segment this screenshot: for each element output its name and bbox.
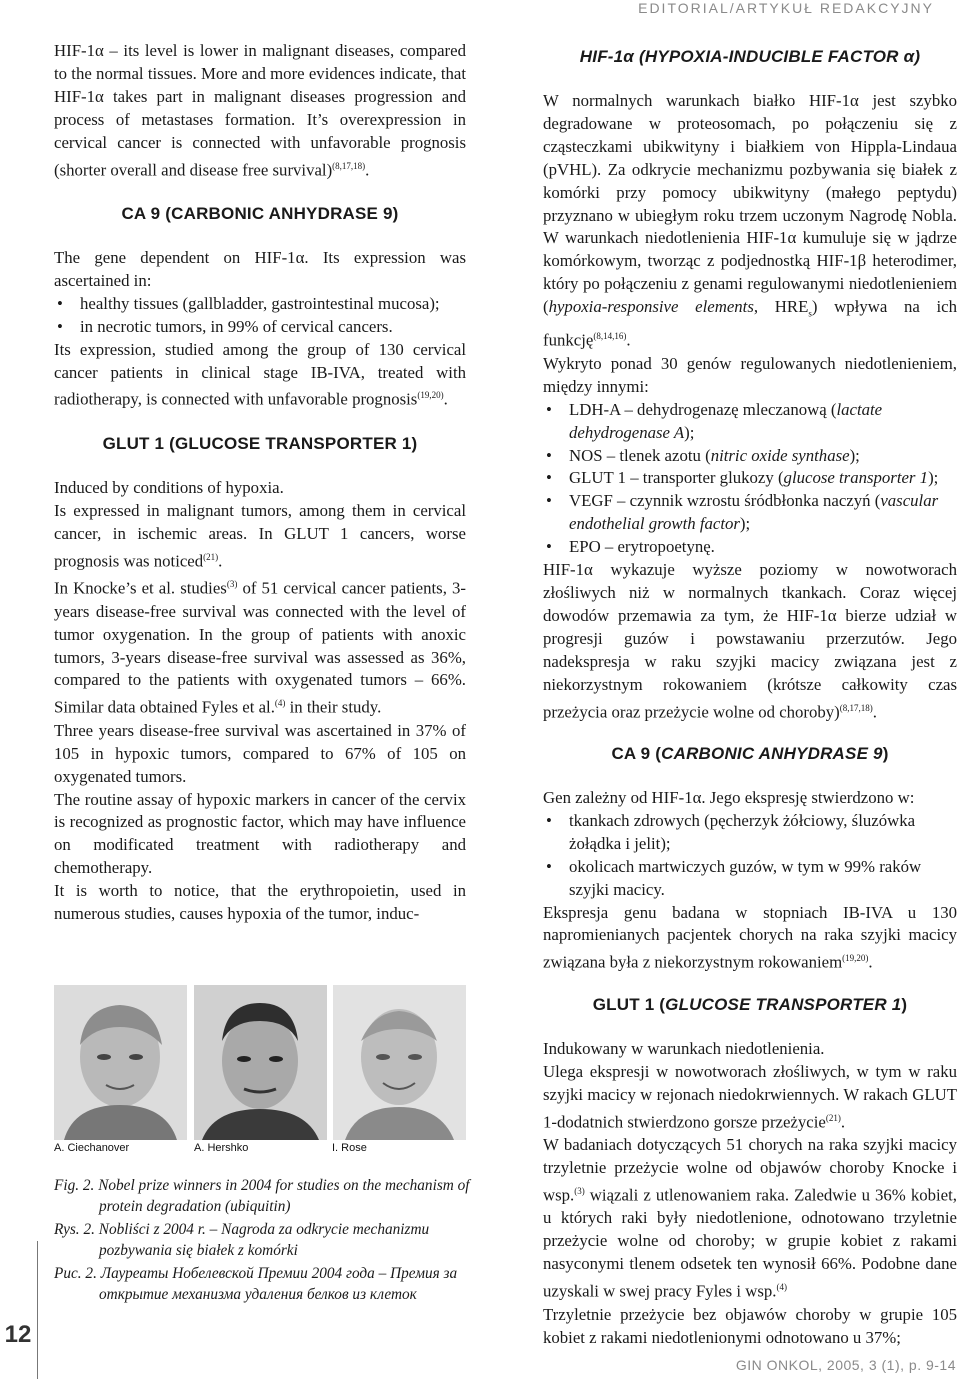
list-item-text: NOS – tlenek azotu ( — [569, 445, 711, 465]
page-number: 12 — [4, 1321, 32, 1348]
list-item-text: LDH-A – dehydrogenazę mleczanową ( — [569, 399, 837, 419]
reference-marker: (4) — [274, 698, 286, 709]
figure-caption-ru: Рис. 2. Лауреаты Нобелевской Премии 2004 года – Премия за открытие механизма удаления белков из клеток — [54, 1265, 458, 1303]
ca9-pl-paragraph-2: Ekspresja genu badana w stopniach IB-IVA u 130 napromienianych pacjentek chorych na raka szyjki macicy związana była z niekorzystnym rokowaniem$^{(19,20)}$. — [543, 902, 957, 972]
left-column — [54, 40, 466, 926]
ca9-pl-bullet-list — [543, 810, 957, 902]
portrait-1-image — [54, 985, 187, 1140]
glut1-paragraph-1: Induced by conditions of hypoxia. — [54, 477, 284, 497]
hif-gene-list — [543, 399, 957, 559]
portrait-3-image — [333, 985, 466, 1140]
running-head: EDITORIAL/ARTYKUŁ REDAKCYJNY — [638, 0, 934, 16]
glut1-pl-paragraph-2-text: Ulega ekspresji w nowotworach złośliwych, w tym w raku szyjki macicy w rejonach niedokrwiennych. W rakach GLUT 1-dodatnich stwierdzono gorsze przeżycie — [543, 1061, 957, 1132]
ca9-heading: CA 9 (CARBONIC ANHYDRASE 9) — [121, 204, 399, 224]
list-item-italic: vascular endothelial growth factor — [569, 491, 939, 534]
reference-marker: (3) — [226, 579, 238, 590]
list-item — [543, 467, 957, 490]
ca9-pl-paragraph-1: Gen zależny od HIF-1α. Jego ekspresję stwierdzono w: — [543, 788, 915, 808]
hif-heading: HIF-1α (HYPOXIA-INDUCIBLE FACTOR α) — [579, 47, 921, 66]
ca9-paragraph-2-text: Its expression, studied among the group of 130 cervical cancer patients in clinical stage IB-IVA, treated with radiotherapy, is connected with unfavorable prognosis — [54, 339, 466, 410]
heading-text: GLUT 1 ( — [592, 994, 666, 1014]
portraits-row — [54, 985, 466, 1140]
portrait-name: I. Rose — [332, 1142, 367, 1154]
list-item-text: EPO – erytropoetynę. — [569, 537, 715, 557]
glut1-pl-paragraph-2: Ulega ekspresji w nowotworach złośliwych, w tym w raku szyjki macicy w rejonach niedokrwiennych. W rakach GLUT 1-dodatnich stwierdzono gorsze przeżycie$^{(21)}$. — [543, 1061, 957, 1132]
list-item — [543, 490, 957, 536]
list-item-end: ); — [739, 514, 751, 534]
list-item-italic: nitric oxide synthase — [710, 445, 850, 465]
list-item: • in necrotic tumors, in 99% of cervical cancers. — [54, 316, 466, 339]
reference-marker: (8,17,18) — [839, 702, 873, 713]
list-item — [543, 399, 957, 445]
list-item — [543, 536, 957, 559]
glut1-paragraph-2: Is expressed in malignant tumors, among them in cervical cancer, in ischemic areas. In GLUT 1 cancers, worse prognosis was noticed$^{(21)}$. — [54, 500, 466, 571]
list-item-end: ); — [849, 445, 860, 465]
glut1-pl-paragraph-3 — [543, 1134, 957, 1304]
heading-text: CA 9 ( — [611, 744, 662, 764]
hif-intro-paragraph: HIF-1α – its level is lower in malignant diseases, compared to the normal tissues. More and more evidences indicate, that HIF-1α takes part in malignant diseases progression and process of metastases formation. It’s overexpression in cervical cancer is connected with unfavorable prognosis (shorter overall and disease free survival)$^{(8,17,18)}$. — [54, 41, 466, 180]
reference-marker: (21) — [203, 551, 219, 562]
list-item: • healthy tissues (gallbladder, gastrointestinal mucosa); — [54, 293, 466, 316]
glut1-pl-paragraph-3-text-a: W badaniach dotyczących 51 chorych na raka szyjki macicy trzyletnie przeżycie wolne od objawów choroby Knocke i wsp. — [543, 1135, 957, 1205]
hif-paragraph-1-text-a: W normalnych warunkach białko HIF-1α jest szybko degradowane w proteosomach, po połączeniu się z cząsteczkami ubikwityny i białkiem von Hippla-Lindaua (pVHL). Za odkrycie mechanizmu pozbywania się białek z komórki przy pomocy ubikwityny (małego peptydu) przyznano w ubiegłym roku trzem uczonym Nagrodę Nobla. W warunkach niedotlenienia HIF-1α kumuluje się w jądrze komórkowym, tworząc z podjednostką HIF-1β heterodimer, który po połączeniu z genami regulowanymi niedotlenieniem ( — [543, 91, 957, 317]
heading-italic: CARBONIC ANHYDRASE 9 — [661, 744, 883, 764]
list-item: • tkankach zdrowych (pęcherzyk żółciowy, śluzówka żołądka i jelit); — [543, 810, 957, 856]
glut1-paragraph-3-text-a: In Knocke’s et al. studies — [54, 578, 227, 598]
glut1-heading: GLUT 1 (GLUCOSE TRANSPORTER 1) — [102, 433, 418, 453]
reference-marker: (21) — [825, 1112, 841, 1123]
list-item-text: VEGF – czynnik wzrostu śródbłonka naczyń ( — [569, 491, 881, 511]
ca9-pl-paragraph-2-text: Ekspresja genu badana w stopniach IB-IVA u 130 napromienianych pacjentek chorych na raka szyjki macicy związana była z niekorzystnym rokowaniem — [543, 902, 957, 972]
ca9-heading-pl — [543, 743, 957, 765]
portrait-photo — [194, 985, 327, 1140]
list-item-text: GLUT 1 – transporter glukozy ( — [569, 468, 784, 488]
portrait-names — [54, 1142, 466, 1154]
list-item-italic: glucose transporter 1 — [783, 468, 929, 488]
glut1-paragraph-3-text-b: of 51 cervical cancer patients, 3-years disease-free survival was connected with the level of tumor oxygenation. In the group of patients with anoxic tumors, 3-years disease-free survival was assessed as 36%, compared to the patients with oxygenated tumors – 66%. Similar data obtained Fyles et al. — [54, 578, 466, 717]
hif-paragraph-3: HIF-1α wykazuje wyższe poziomy w nowotworach złośliwych niż w normalnych tkankach. Coraz więcej dowodów przemawia za tym, że HIF-1α bierze udział w progresji guzów i powstawaniu przerzutów. Jego nadekspresja w raku szyjki macicy związana jest z niekorzystnym rokowaniem (krótsze całkowity czas przeżycia oraz przeżycie wolne od choroby)$^{(8,17,18)}$. — [543, 560, 957, 722]
right-column — [543, 46, 957, 1349]
journal-footer: GIN ONKOL, 2005, 3 (1), p. 9-14 — [735, 1357, 956, 1373]
figure-caption-en: Fig. 2. Nobel prize winners in 2004 for studies on the mechanism of protein degradation (ubiquitin) — [54, 1177, 470, 1215]
heading-text: ) — [882, 744, 889, 764]
glut1-pl-paragraph-1: Indukowany w warunkach niedotlenienia. — [543, 1038, 825, 1058]
reference-marker: (8,14,16) — [593, 331, 627, 342]
portrait-photo — [333, 985, 466, 1140]
glut1-paragraph-3 — [54, 573, 466, 720]
reference-marker: (8,17,18) — [332, 160, 366, 171]
glut1-heading-pl — [543, 994, 957, 1016]
glut1-paragraph-6: It is worth to notice, that the erythropoietin, used in numerous studies, causes hypoxia of the tumor, induc- — [54, 881, 466, 924]
glut1-pl-paragraph-3-text-b: wiązali z utlenowaniem raka. Zaledwie u 36% kobiet, u których raki były niedotlenione, odnotowano trzyletnie przeżycie wolne od choroby; w grupie kobiet z rakami nasyconymi tlenem odsetek ten wynosił 66%. Podobne dane uzyskali w swej pracy Fyles i wsp. — [543, 1185, 957, 1301]
portrait-name: A. Hershko — [194, 1142, 249, 1154]
reference-marker: (19,20) — [842, 953, 869, 964]
list-item: • okolicach martwiczych guzów, w tym w 99% raków szyjki macicy. — [543, 856, 957, 902]
heading-italic: GLUCOSE TRANSPORTER 1 — [665, 994, 902, 1014]
glut1-pl-paragraph-4: Trzyletnie przeżycie bez objawów choroby w grupie 105 kobiet z rakami niedotlenionymi odnotowano u 37%; — [543, 1304, 957, 1347]
glut1-paragraph-5: The routine assay of hypoxic markers in cancer of the cervix is recognized as prognostic factor, which may have influence on modificated treatment with radiotherapy and chemotherapy. — [54, 789, 466, 878]
page-number-rule — [37, 1241, 38, 1379]
hif-intro-text: HIF-1α – its level is lower in malignant diseases, compared to the normal tissues. More and more evidences indicate, that HIF-1α takes part in malignant diseases progression and process of metastases formation. It’s overexpression in cervical cancer is connected with unfavorable prognosis (shorter overall and disease free survival) — [54, 41, 466, 180]
hif-paragraph-1-text-c: ) wpływa na ich funkcję — [543, 297, 958, 351]
list-item — [543, 445, 957, 468]
subscript-marker: s — [808, 308, 812, 319]
hif-paragraph-2: Wykryto ponad 30 genów regulowanych niedotlenieniem, między innymi: — [543, 353, 957, 396]
list-item-end: ); — [928, 468, 939, 488]
hif-paragraph-1-text-b: , HRE — [753, 297, 809, 317]
list-item-italic: lactate dehydrogenase A — [569, 399, 883, 442]
reference-marker: (3) — [574, 1185, 585, 1196]
figure-captions — [54, 1176, 474, 1308]
nobel-figure — [54, 985, 466, 1170]
heading-text: ) — [901, 994, 908, 1014]
hif-paragraph-3-text: HIF-1α wykazuje wyższe poziomy w nowotworach złośliwych niż w normalnych tkankach. Coraz więcej dowodów przemawia za tym, że HIF-1α bierze udział w progresji guzów i powstawaniu przerzutów. Jego nadekspresja w raku szyjki macicy związana jest z niekorzystnym rokowaniem (krótsze całkowity czas przeżycia oraz przeżycie wolne od choroby) — [543, 560, 957, 722]
hif-paragraph-1-italic: hypoxia-responsive elements — [548, 297, 754, 317]
reference-marker: (19,20) — [417, 390, 444, 401]
glut1-paragraph-4: Three years disease-free survival was ascertained in 37% of 105 in hypoxic tumors, compared to 67% of 105 on oxygenated tumors. — [54, 720, 466, 786]
list-item-end: ); — [684, 422, 695, 442]
portrait-2-image — [194, 985, 327, 1140]
ca9-paragraph-1: The gene dependent on HIF-1α. Its expression was ascertained in: — [54, 248, 466, 290]
glut1-paragraph-3-text-c: in their study. — [285, 697, 382, 717]
hif-paragraph-1: W normalnych warunkach białko HIF-1α jest szybko degradowane w proteosomach, po połączeniu się z cząsteczkami ubikwityny i białkiem von Hippla-Lindaua (pVHL). Za odkrycie mechanizmu pozbywania się białek z komórki przy pomocy ubikwityny (małego peptydu) przyznano w ubiegłym roku trzem uczonym Nagrodę Nobla. W warunkach niedotlenienia HIF-1α kumuluje się w jądrze komórkowym, tworząc z podjednostką HIF-1β heterodimer, który po połączeniu z genami regulowanymi niedotlenieniem (hypoxia-responsive elements, $HRE_s$) wpływa na ich funkcję$^{(8,14,16)}$. — [543, 91, 958, 351]
figure-caption-pl: Rys. 2. Nobliści z 2004 r. – Nagroda za odkrycie mechanizmu pozbywania się białek z komórki — [54, 1221, 430, 1259]
ca9-paragraph-2: Its expression, studied among the group of 130 cervical cancer patients in clinical stage IB-IVA, treated with radiotherapy, is connected with unfavorable prognosis$^{(19,20)}$. — [54, 339, 466, 410]
glut1-paragraph-2-text: Is expressed in malignant tumors, among them in cervical cancer, in ischemic areas. In GLUT 1 cancers, worse prognosis was noticed — [54, 500, 466, 571]
ca9-bullet-list — [54, 293, 466, 339]
portrait-name: A. Ciechanover — [54, 1142, 130, 1154]
portrait-photo — [54, 985, 187, 1140]
reference-marker: (4) — [776, 1282, 788, 1293]
